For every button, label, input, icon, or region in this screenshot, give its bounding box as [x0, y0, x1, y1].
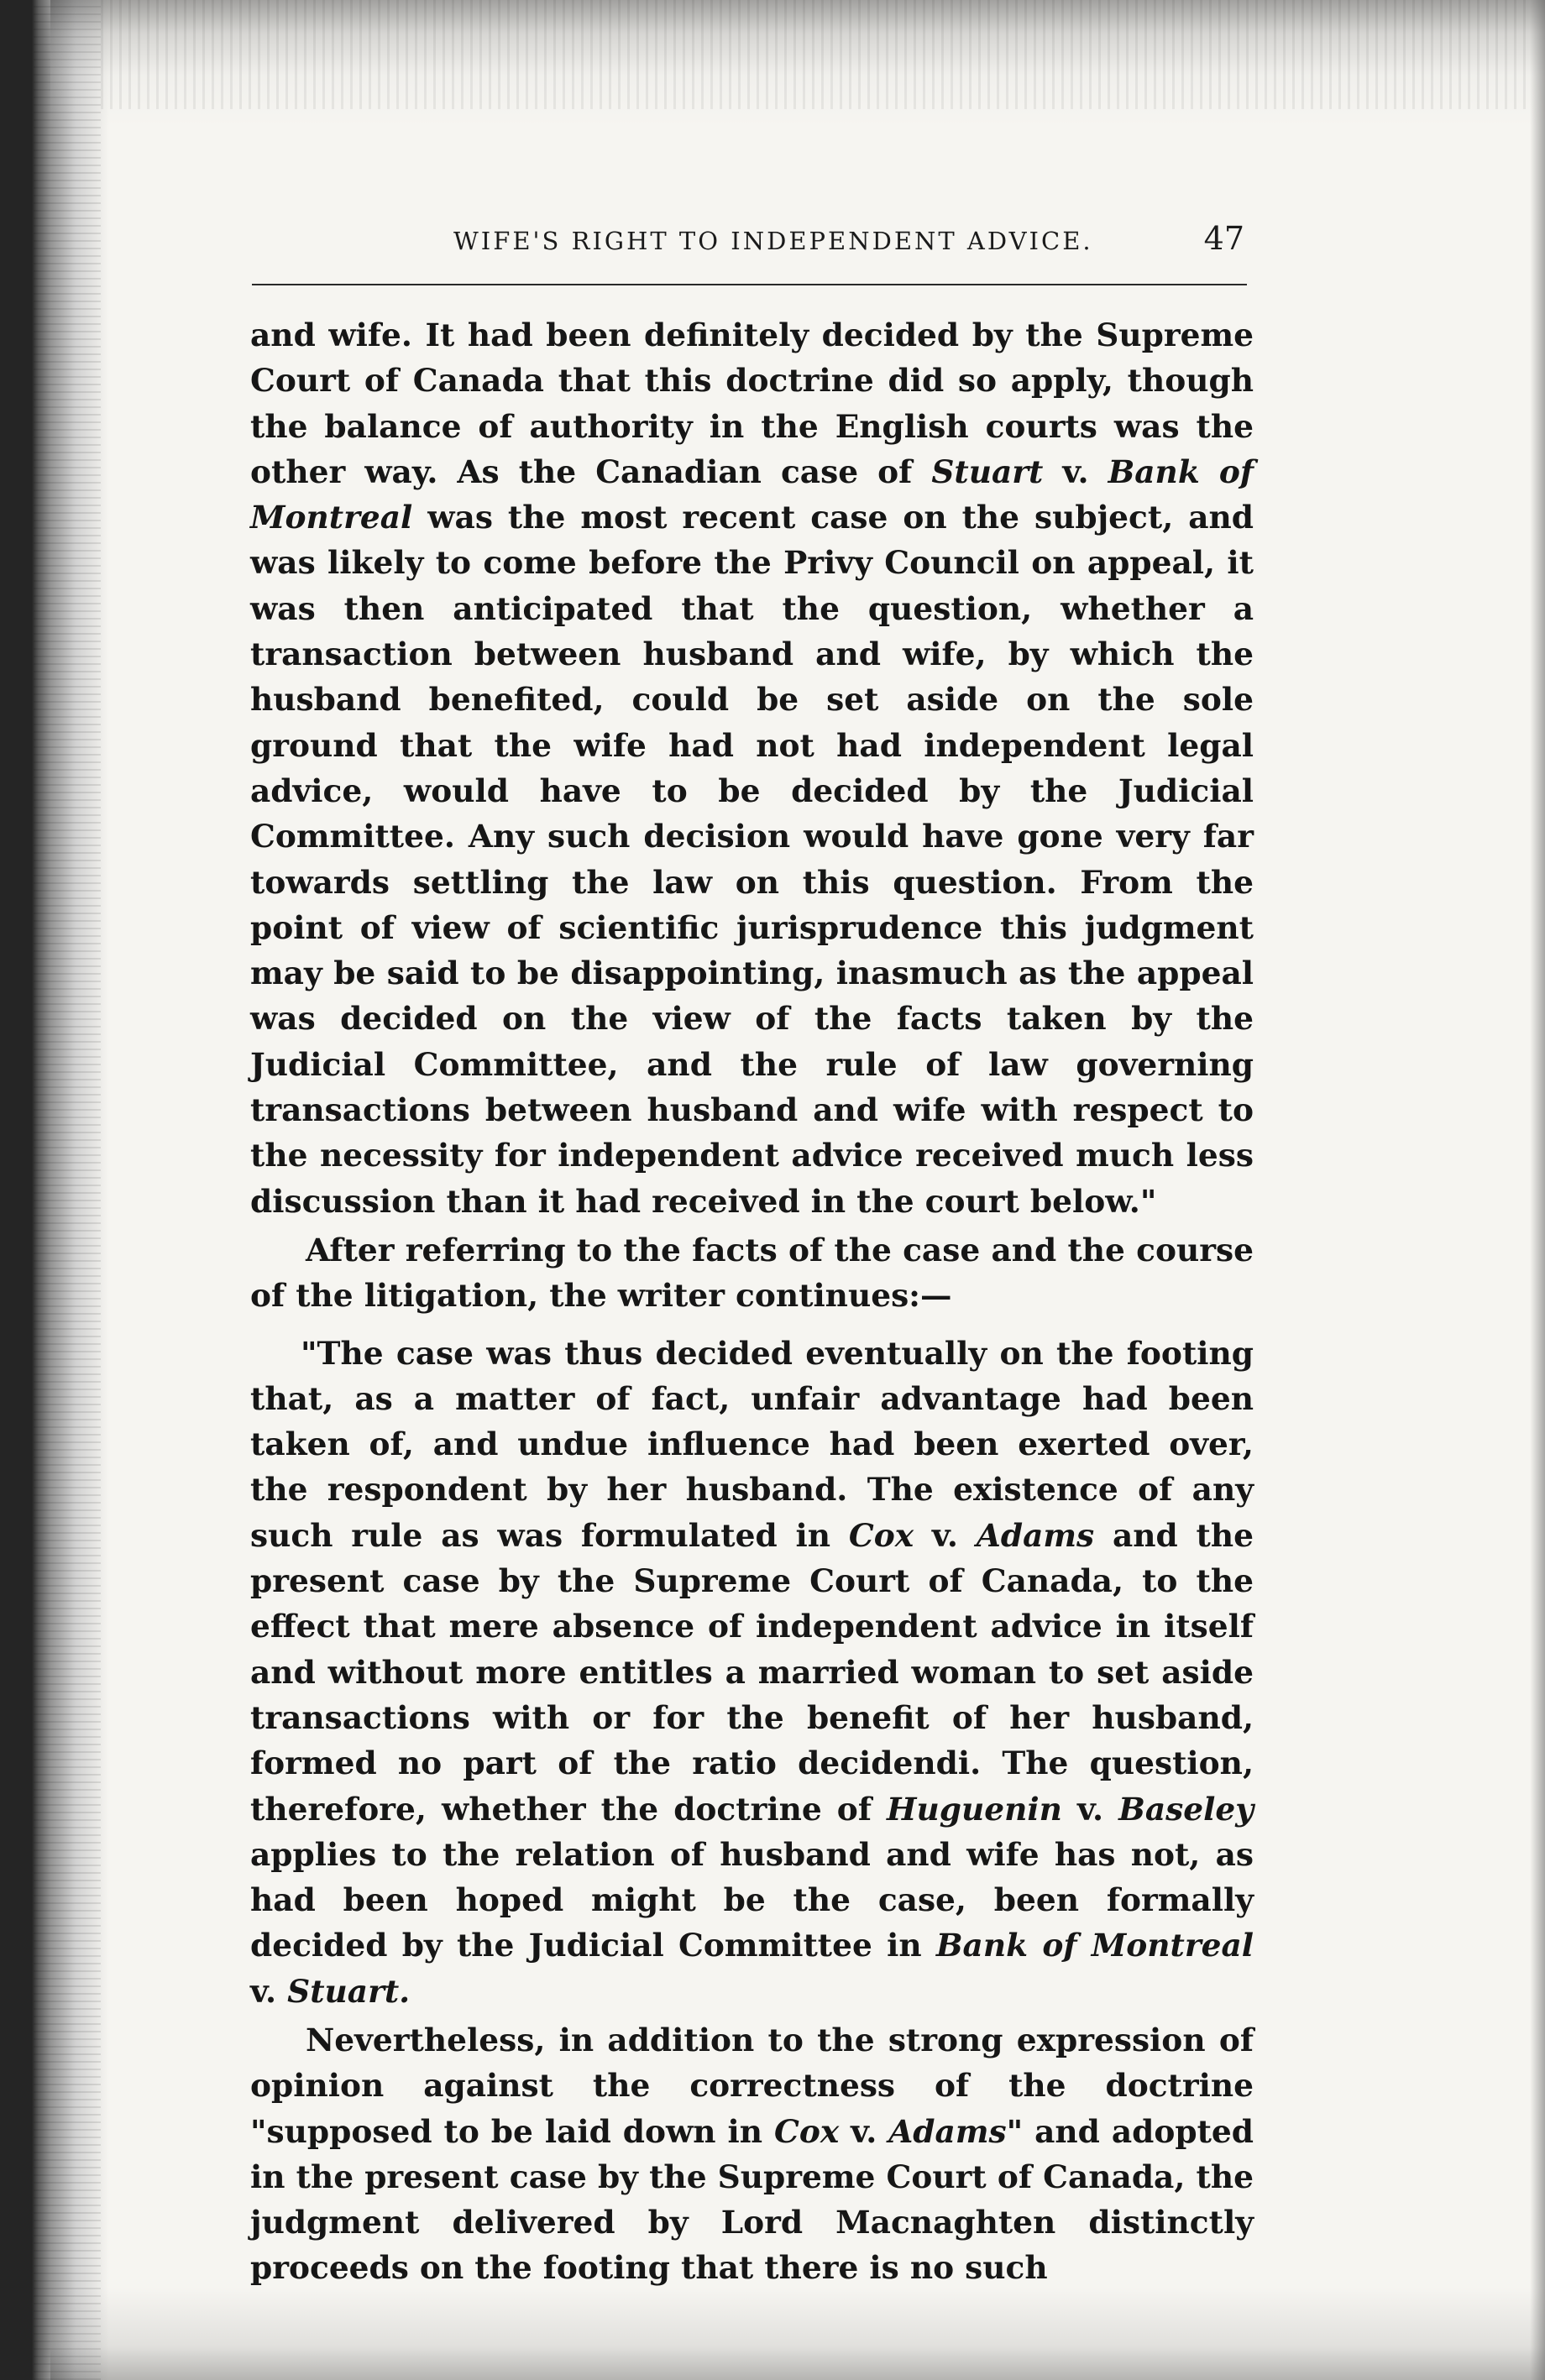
- italic-citation: Cox: [848, 1516, 914, 1554]
- italic-citation: Huguenin: [887, 1790, 1062, 1828]
- scan-edge-bottom: [50, 2288, 1545, 2380]
- scan-noise-left: [34, 0, 101, 2380]
- paragraph: "The case was thus decided eventually on the footing that, as a matter of fact, unfair advantage had been taken of, and undue influence had been exerted over, the respondent by her husband. The existence of any such rule as was formulated in Cox v. Adams and the present case by the Supreme Court of Canada, to the effect that mere absence of independent advice in itself and without more entitles a married woman to set aside transactions with or for the benefit of her husband, formed no part of the ratio decidendi. The question, therefore, whether the doctrine of Huguenin v. Baseley applies to the relation of husband and wife has not, as had been hoped might be the case, been formally decided by the Judicial Committee in Bank of Montreal v. Stuart.: [250, 1334, 1254, 2010]
- italic-citation: Cox: [774, 2112, 840, 2150]
- italic-citation: Adams: [976, 1516, 1095, 1554]
- scan-edge-right: [1530, 0, 1545, 2380]
- paragraph: Nevertheless, in addition to the strong expression of opinion against the correctness of the doctrine "supposed to be laid down in Cox v. Adams" and adopted in the present case by the Supreme Court of Canada, the judgment delivered by Lord Macnaghten distinctly proceeds on the footing that there is no such: [250, 2021, 1254, 2287]
- header-rule: [252, 284, 1247, 285]
- italic-citation: Bank of Montreal: [935, 1927, 1254, 1964]
- italic-citation: Baseley: [1118, 1790, 1254, 1828]
- italic-citation: Stuart.: [287, 1972, 411, 2010]
- italic-citation: Adams": [888, 2112, 1024, 2150]
- running-head: WIFE'S RIGHT TO INDEPENDENT ADVICE.: [453, 227, 1093, 255]
- paragraph: After referring to the facts of the case and the course of the litigation, the writer continues:—: [250, 1231, 1254, 1315]
- scan-noise-top: [101, 0, 1528, 109]
- body-text: [250, 312, 1254, 2291]
- page-header: [252, 220, 1244, 270]
- italic-citation: Bank of Montreal: [250, 452, 1254, 536]
- paragraph: and wife. It had been definitely decided by the Supreme Court of Canada that this doctrine did so apply, though the balance of authority in the English courts was the other way. As the Canadian case of Stuart v. Bank of Montreal was the most recent case on the subject, and was likely to come before the Privy Council on appeal, it was then anticipated that the question, whether a transaction between husband and wife, by which the husband benefited, could be set aside on the sole ground that the wife had not had independent legal advice, would have to be decided by the Judicial Committee. Any such decision would have gone very far towards settling the law on this question. From the point of view of scientific jurisprudence this judgment may be said to be disappointing, inasmuch as the appeal was decided on the view of the facts taken by the Judicial Committee, and the rule of law governing transactions between husband and wife with respect to the necessity for independent advice received much less discussion than it had received in the court below.": [250, 316, 1254, 1220]
- page-number: 47: [1203, 220, 1244, 257]
- italic-citation: Stuart: [931, 452, 1044, 490]
